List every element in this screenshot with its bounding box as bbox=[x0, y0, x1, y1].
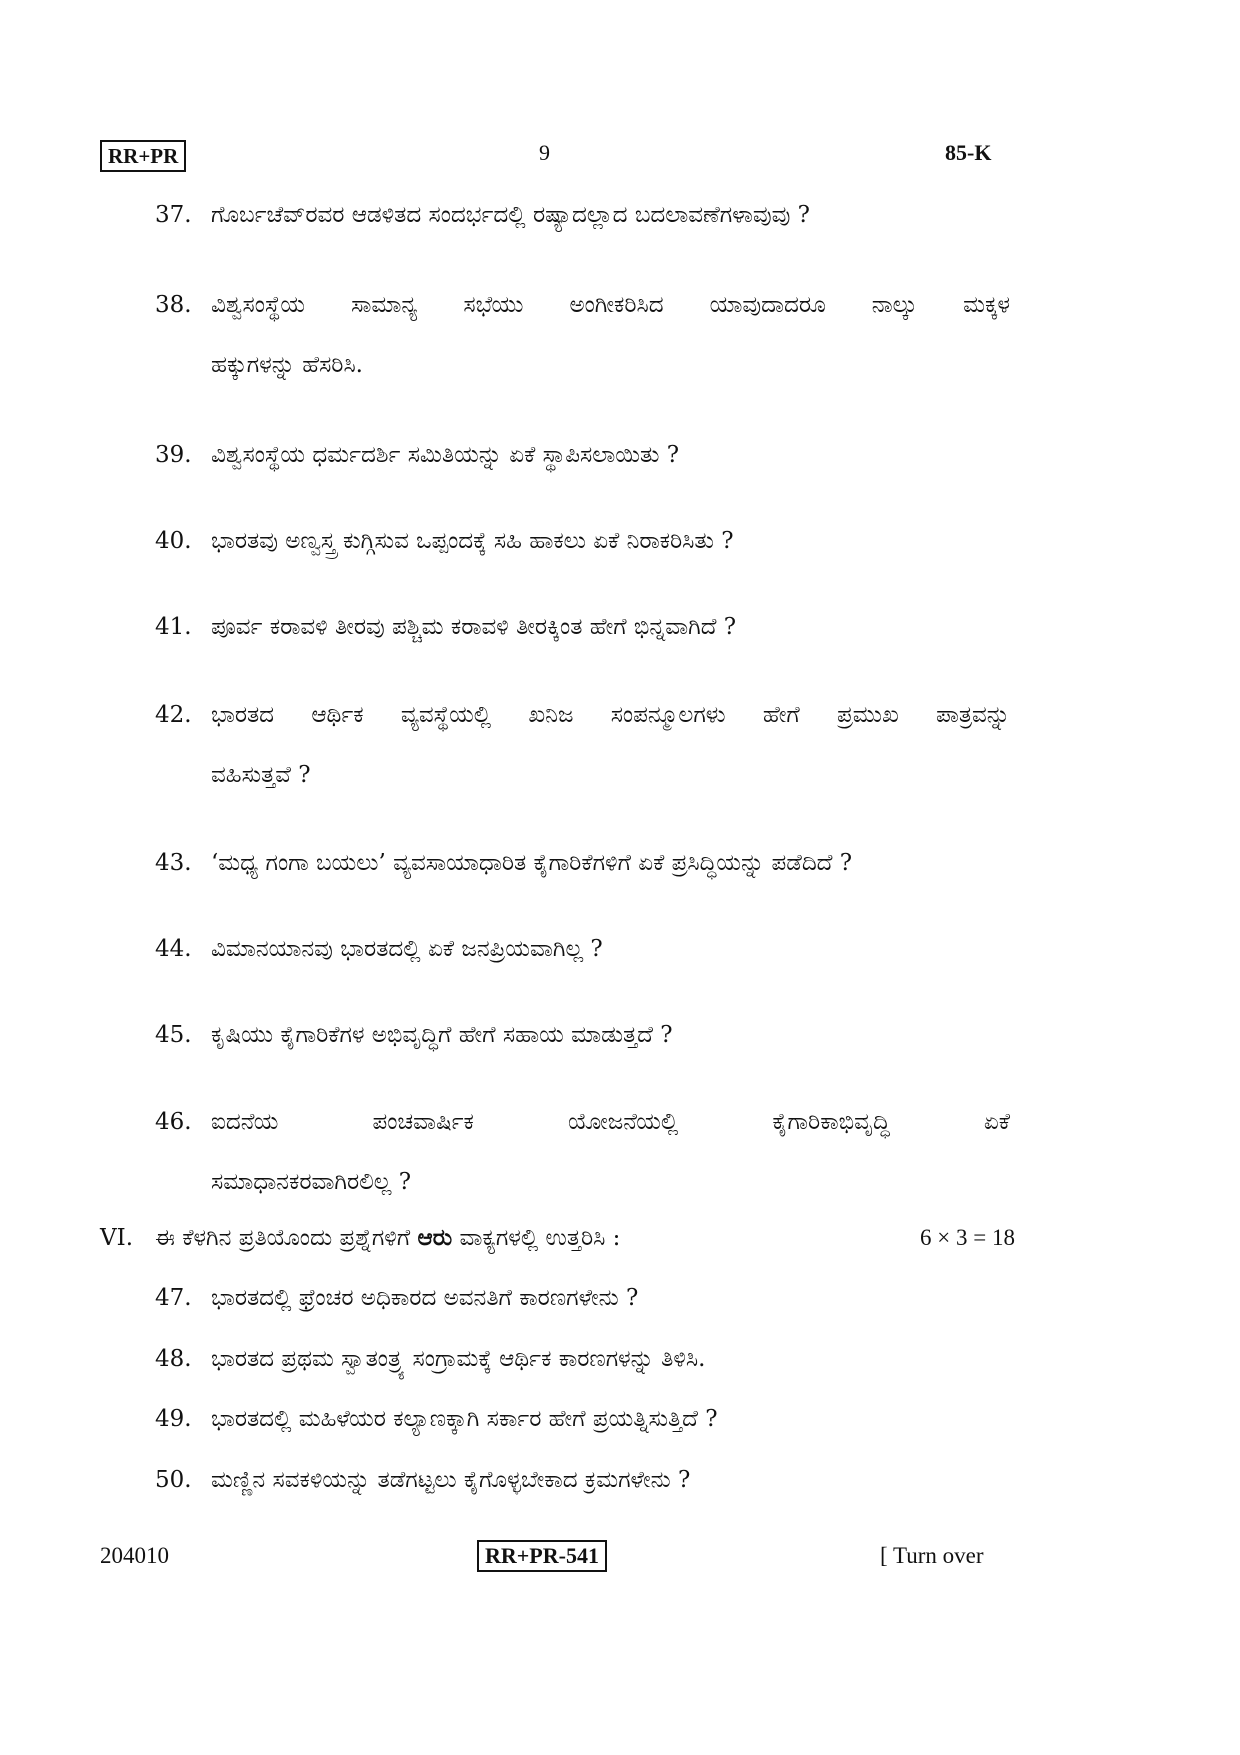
question-number: 46. bbox=[155, 1109, 192, 1135]
question-number: 48. bbox=[155, 1346, 192, 1372]
question-text: ‘ಮಧ್ಯ ಗಂಗಾ ಬಯಲು’ ವ್ಯವಸಾಯಾಧಾರಿತ ಕೈಗಾರಿಕೆಗಳಿಗೆ ಏಕೆ ಪ್ರಸಿದ್ಧಿಯನ್ನು ಪಡೆದಿದೆ ? bbox=[211, 850, 853, 876]
question-number: 45. bbox=[155, 1022, 192, 1048]
instruction-post: ವಾಕ್ಯಗಳಲ್ಲಿ ಉತ್ತರಿಸಿ : bbox=[459, 1225, 621, 1251]
question-text: ಭಾರತದಲ್ಲಿ ಫ್ರೆಂಚರ ಅಧಿಕಾರದ ಅವನತಿಗೆ ಕಾರಣಗಳೇನು ? bbox=[211, 1285, 639, 1311]
question-49 bbox=[155, 1404, 1010, 1434]
series-code-box: RR+PR bbox=[100, 140, 186, 172]
question-text: ಪೂರ್ವ ಕರಾವಳಿ ತೀರವು ಪಶ್ಚಿಮ ಕರಾವಳಿ ತೀರಕ್ಕಿಂತ ಹೇಗೆ ಭಿನ್ನವಾಗಿದೆ ? bbox=[211, 614, 737, 640]
question-39 bbox=[155, 440, 1010, 470]
section-marks: 6 × 3 = 18 bbox=[920, 1225, 1015, 1250]
question-text-line1: ಐದನೆಯ ಪಂಚವಾರ್ಷಿಕ ಯೋಜನೆಯಲ್ಲಿ ಕೈಗಾರಿಕಾಭಿವೃದ್ಧಿ ಏಕೆ bbox=[211, 1109, 1010, 1135]
instruction-bold: ಆರು bbox=[417, 1224, 453, 1251]
question-number: 50. bbox=[155, 1467, 192, 1493]
question-text-line1: ವಿಶ್ವಸಂಸ್ಥೆಯ ಸಾಮಾನ್ಯ ಸಭೆಯು ಅಂಗೀಕರಿಸಿದ ಯಾವುದಾದರೂ ನಾಲ್ಕು ಮಕ್ಕಳ bbox=[211, 292, 1010, 318]
question-text: ಭಾರತದಲ್ಲಿ ಮಹಿಳೆಯರ ಕಲ್ಯಾಣಕ್ಕಾಗಿ ಸರ್ಕಾರ ಹೇಗೆ ಪ್ರಯತ್ನಿಸುತ್ತಿದೆ ? bbox=[211, 1406, 718, 1432]
footer-code: 204010 bbox=[100, 1543, 169, 1568]
question-40 bbox=[155, 526, 1010, 556]
question-number: 39. bbox=[155, 442, 192, 468]
page-number: 9 bbox=[539, 140, 550, 165]
question-text: ಮಣ್ಣಿನ ಸವಕಳಿಯನ್ನು ತಡೆಗಟ್ಟಲು ಕೈಗೊಳ್ಳಬೇಕಾದ ಕ್ರಮಗಳೇನು ? bbox=[211, 1467, 691, 1493]
paper-code: 85-K bbox=[945, 140, 992, 165]
question-48 bbox=[155, 1344, 1010, 1374]
question-number: 44. bbox=[155, 936, 192, 962]
turn-over-label: [ Turn over bbox=[880, 1543, 984, 1568]
question-41 bbox=[155, 612, 1010, 642]
section-instruction bbox=[155, 1223, 620, 1253]
question-text-line2: ವಹಿಸುತ್ತವೆ ? bbox=[211, 762, 311, 788]
question-45 bbox=[155, 1020, 1010, 1050]
question-number: 49. bbox=[155, 1406, 192, 1432]
question-number: 43. bbox=[155, 850, 192, 876]
question-37 bbox=[155, 200, 1010, 230]
question-42 bbox=[155, 700, 1010, 790]
question-text: ವಿಶ್ವಸಂಸ್ಥೆಯ ಧರ್ಮದರ್ಶಿ ಸಮಿತಿಯನ್ನು ಏಕೆ ಸ್ಥಾಪಿಸಲಾಯಿತು ? bbox=[211, 442, 680, 468]
question-number: 37. bbox=[155, 202, 192, 228]
question-text: ಕೃಷಿಯು ಕೈಗಾರಿಕೆಗಳ ಅಭಿವೃದ್ಧಿಗೆ ಹೇಗೆ ಸಹಾಯ ಮಾಡುತ್ತದೆ ? bbox=[211, 1022, 673, 1048]
footer-series-box: RR+PR-541 bbox=[477, 1540, 607, 1572]
question-number: 41. bbox=[155, 614, 192, 640]
question-47 bbox=[155, 1283, 1010, 1313]
question-text: ಭಾರತದ ಪ್ರಥಮ ಸ್ವಾತಂತ್ರ್ಯ ಸಂಗ್ರಾಮಕ್ಕೆ ಆರ್ಥಿಕ ಕಾರಣಗಳನ್ನು ತಿಳಿಸಿ. bbox=[211, 1346, 706, 1372]
question-text-line1: ಭಾರತದ ಆರ್ಥಿಕ ವ್ಯವಸ್ಥೆಯಲ್ಲಿ ಖನಿಜ ಸಂಪನ್ಮೂಲಗಳು ಹೇಗೆ ಪ್ರಮುಖ ಪಾತ್ರವನ್ನು bbox=[211, 702, 1010, 728]
question-number: 40. bbox=[155, 528, 192, 554]
question-text-line2: ಸಮಾಧಾನಕರವಾಗಿರಲಿಲ್ಲ ? bbox=[211, 1169, 412, 1195]
question-text: ಗೊರ್ಬಚೆವ್‌ರವರ ಆಡಳಿತದ ಸಂದರ್ಭದಲ್ಲಿ ರಷ್ಯಾದಲ್ಲಾದ ಬದಲಾವಣೆಗಳಾವುವು ? bbox=[211, 202, 810, 228]
question-46 bbox=[155, 1107, 1010, 1197]
instruction-pre: ಈ ಕೆಳಗಿನ ಪ್ರತಿಯೊಂದು ಪ್ರಶ್ನೆಗಳಿಗೆ bbox=[155, 1225, 411, 1251]
section-number: VI. bbox=[100, 1225, 134, 1251]
question-text-line2: ಹಕ್ಕುಗಳನ್ನು ಹೆಸರಿಸಿ. bbox=[211, 352, 363, 378]
question-44 bbox=[155, 934, 1010, 964]
question-number: 47. bbox=[155, 1285, 192, 1311]
question-number: 38. bbox=[155, 292, 192, 318]
question-50 bbox=[155, 1465, 1010, 1495]
question-38 bbox=[155, 290, 1010, 380]
question-text: ವಿಮಾನಯಾನವು ಭಾರತದಲ್ಲಿ ಏಕೆ ಜನಪ್ರಿಯವಾಗಿಲ್ಲ ? bbox=[211, 936, 603, 962]
question-43 bbox=[155, 848, 1010, 878]
question-text: ಭಾರತವು ಅಣ್ವಸ್ತ್ರ ಕುಗ್ಗಿಸುವ ಒಪ್ಪಂದಕ್ಕೆ ಸಹಿ ಹಾಕಲು ಏಕೆ ನಿರಾಕರಿಸಿತು ? bbox=[211, 528, 734, 554]
question-number: 42. bbox=[155, 702, 192, 728]
